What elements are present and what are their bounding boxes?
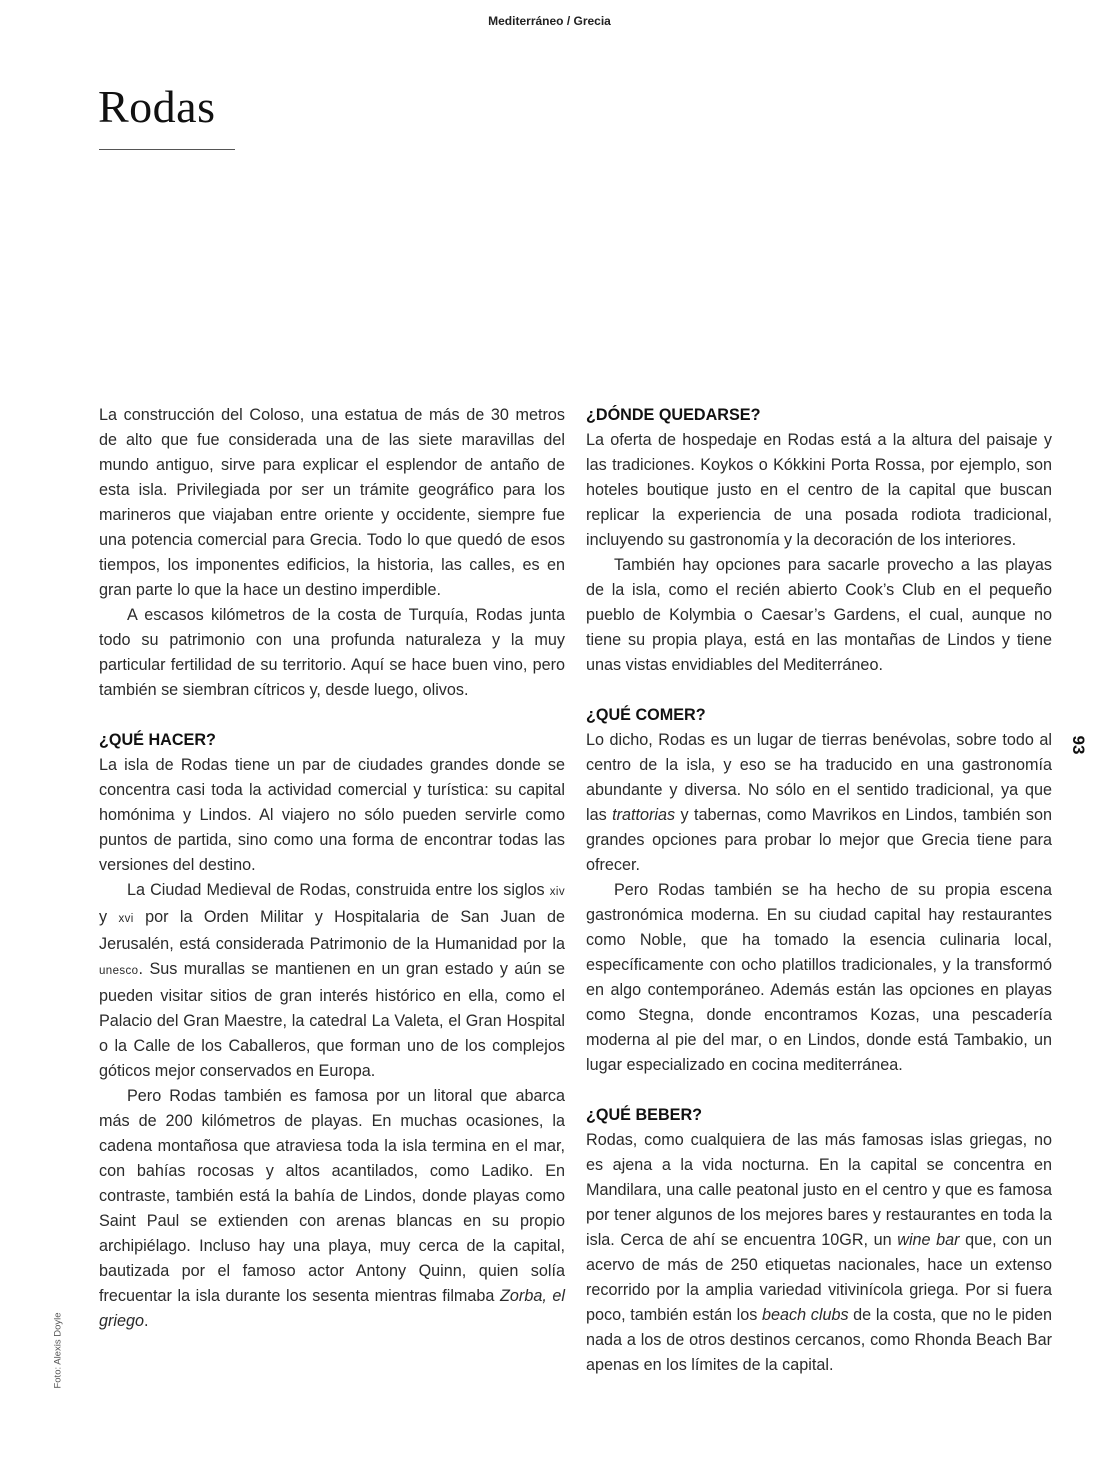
- que-hacer-paragraph-3: [99, 1084, 565, 1334]
- que-comer-paragraph-1: [586, 728, 1052, 878]
- right-column: [586, 403, 1052, 1378]
- section-gap: [586, 1078, 1052, 1103]
- text-run: . Sus murallas se mantienen en un gran estado y aún se pueden visitar sitios de gran interés histórico en ella, como el Palacio del Gran Maestre, la catedral La Valeta, el Gran Hospital o la Calle de los Caballeros, que forman uno de los complejos góticos mejor conservados en Europa.: [99, 960, 565, 1080]
- text-run: Pero Rodas también es famosa por un litoral que abarca más de 200 kilómetros de playas. En muchas ocasiones, la cadena montañosa que atraviesa toda la isla termina en el mar, con bahías rocosas y altos acantilados, como Ladiko. En contraste, también está la bahía de Lindos, donde playas como Saint Paul se extienden con arenas blancas en su propio archipiélago. Incluso hay una playa, muy cerca de la capital, bautizada por el famoso actor Antony Quinn, quien solía frecuentar la isla durante los sesenta mientras filmaba: [99, 1087, 565, 1305]
- intro-paragraph-1: La construcción del Coloso, una estatua de más de 30 metros de alto que fue considerada una de las siete maravillas del mundo antiguo, sirve para explicar el esplendor de antaño de esta isla. Privilegiada por ser un trámite geográfico para los marineros que viajaban entre oriente y occidente, siempre fue una potencia comercial para Grecia. Todo lo que quedó de esos tiempos, los imponentes edificios, la historia, las calles, es en gran parte lo que la hace un destino imperdible.: [99, 406, 565, 599]
- century-xiv: xiv: [549, 886, 565, 898]
- text-run: y tabernas, como Mavrikos en Lindos, también son grandes opciones para probar lo mejor que Grecia tiene para ofrecer.: [586, 806, 1052, 874]
- century-xvi: xvi: [118, 913, 134, 925]
- heading-donde-quedarse: ¿DÓNDE QUEDARSE?: [586, 406, 761, 424]
- italic-wine-bar: wine bar: [897, 1231, 960, 1249]
- title-rule: [99, 149, 235, 150]
- heading-que-comer: ¿QUÉ COMER?: [586, 706, 706, 724]
- unesco-smallcaps: unesco: [99, 965, 139, 977]
- page-title: Rodas: [98, 81, 216, 132]
- section-header: Mediterráneo / Grecia: [488, 14, 611, 28]
- italic-beach-clubs: beach clubs: [762, 1306, 849, 1324]
- text-run: .: [144, 1312, 149, 1330]
- text-run: Lo dicho, Rodas es un lugar de tierras benévolas, sobre todo al centro de la isla, y eso se ha traducido en una gastronomía abundante y diversa. No sólo en el sentido tradicional, ya que las: [586, 731, 1052, 824]
- text-run: La Ciudad Medieval de Rodas, construida entre los siglos: [127, 881, 550, 899]
- que-hacer-paragraph-1: La isla de Rodas tiene un par de ciudades grandes donde se concentra casi toda la actividad comercial y turística: su capital homónima y Lindos. Al viajero no sólo pueden servirle como puntos de partida, sino como una forma de encontrar todas las versiones del destino.: [99, 756, 565, 874]
- donde-quedarse-paragraph-2: También hay opciones para sacarle provecho a las playas de la isla, como el recién abierto Cook’s Club en el pequeño pueblo de Kolymbia o Caesar’s Gardens, el cual, aunque no tiene su propia playa, está en las montañas de Lindos y tiene unas vistas envidiables del Mediterráneo.: [586, 556, 1052, 674]
- text-run: que, con un acervo de más de 250 etiquetas nacionales, hace un extenso recorrido por la amplia variedad vitivinícola griega. Por si fuera poco, también están los: [586, 1231, 1053, 1324]
- section-gap: [586, 678, 1052, 703]
- intro-paragraph-2: A escasos kilómetros de la costa de Turquía, Rodas junta todo su patrimonio con una profunda naturaleza y la muy particular fertilidad de su territorio. Aquí se hace buen vino, pero también se siembran cítricos y, desde luego, olivos.: [99, 606, 565, 699]
- italic-trattorias: trattorias: [612, 806, 676, 824]
- que-beber-paragraph-1: [586, 1128, 1052, 1378]
- page-number: 93: [1069, 735, 1088, 755]
- film-title: Zorba, el griego: [99, 1287, 566, 1330]
- que-comer-paragraph-2: Pero Rodas también se ha hecho de su propia escena gastronómica moderna. En su ciudad capital hay restaurantes como Noble, que ha tomado la esencia culinaria local, específicamente con ocho platillos tradicionales, y la transformó en algo contemporáneo. Además están las opciones en playas como Stegna, donde encontramos Kozas, una pescadería moderna al pie del mar, o en Lindos, donde está Tambakio, un lugar especializado en cocina mediterránea.: [586, 881, 1052, 1074]
- photo-credit: Foto: Alexis Doyle: [52, 1312, 64, 1389]
- left-column: [99, 403, 565, 1334]
- text-run: por la Orden Militar y Hospitalaria de San Juan de Jerusalén, está considerada Patrimonio de la Humanidad por la: [99, 908, 566, 953]
- text-run: de la costa, que no le piden nada a los de otros destinos cercanos, como Rhonda Beach Bar apenas en los límites de la capital.: [586, 1306, 1052, 1374]
- section-gap: [99, 703, 565, 728]
- text-run: Rodas, como cualquiera de las más famosas islas griegas, no es ajena a la vida nocturna. En la capital se concentra en Mandilara, una calle peatonal justo en el centro y que es famosa por tener algunos de los mejores bares y restaurantes en toda la isla. Cerca de ahí se encuentra 10GR, un: [586, 1131, 1052, 1249]
- que-hacer-paragraph-2: [99, 878, 565, 1084]
- text-run: y: [99, 908, 119, 926]
- donde-quedarse-paragraph-1: La oferta de hospedaje en Rodas está a la altura del paisaje y las tradiciones. Koykos o Kókkini Porta Rossa, por ejemplo, son hoteles boutique justo en el centro de la capital que buscan replicar la experiencia de una posada rodiota tradicional, incluyendo su gastronomía y la decoración de los interiores.: [586, 431, 1052, 549]
- heading-que-hacer: ¿QUÉ HACER?: [99, 731, 216, 749]
- heading-que-beber: ¿QUÉ BEBER?: [586, 1106, 703, 1124]
